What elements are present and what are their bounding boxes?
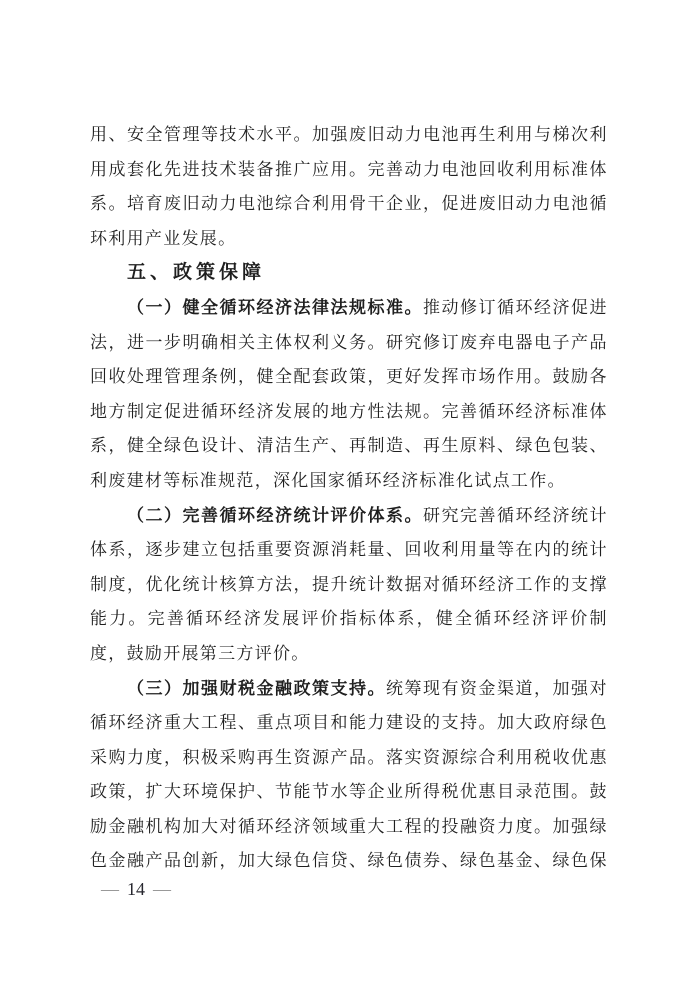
footer-right-dash: — [153, 879, 171, 899]
paragraph-lead: （二）完善循环经济统计评价体系。 [127, 505, 423, 525]
text-line: 利废建材等标准规范，深化国家循环经济标准化试点工作。 [90, 470, 566, 490]
text-line: 循环经济重大工程、重点项目和能力建设的支持。加大政府绿色 [90, 713, 607, 733]
text-line [90, 499, 607, 534]
paragraph-first-line-rest: 统筹现有资金渠道，加强对 [386, 678, 607, 698]
paragraph-lead: （一）健全循环经济法律法规标准。 [127, 297, 423, 317]
text-line: 度，鼓励开展第三方评价。 [90, 643, 310, 663]
paragraph-continuation [90, 118, 607, 256]
page-number: 14 [127, 879, 145, 899]
paragraph [90, 499, 607, 672]
footer-left-dash: — [101, 879, 119, 899]
text-line: 采购力度，积极采购再生资源产品。落实资源综合利用税收优惠 [90, 747, 607, 767]
section-heading: 五、政策保障 [127, 262, 266, 284]
text-line: 色金融产品创新，加大绿色信贷、绿色债券、绿色基金、绿色保 [90, 851, 607, 871]
text-line: 地方制定促进循环经济发展的地方性法规。完善循环经济标准体 [90, 401, 607, 421]
text-line [90, 291, 607, 326]
text-line: 用成套化先进技术装备推广应用。完善动力电池回收利用标准体 [90, 159, 607, 179]
text-line [90, 672, 607, 707]
text-line: 系。培育废旧动力电池综合利用骨干企业，促进废旧动力电池循 [90, 194, 607, 214]
text-line: 法，进一步明确相关主体权利义务。研究修订废弃电器电子产品 [90, 332, 607, 352]
text-line: 回收处理管理条例，健全配套政策，更好发挥市场作用。鼓励各 [90, 367, 607, 387]
paragraph-first-line-rest: 研究完善循环经济统计 [423, 505, 607, 525]
paragraph-lead: （三）加强财税金融政策支持。 [127, 678, 386, 698]
text-line: 制度，优化统计核算方法，提升统计数据对循环经济工作的支撑 [90, 574, 607, 594]
text-line: 用、安全管理等技术水平。加强废旧动力电池再生利用与梯次利 [90, 125, 607, 144]
text-line: 政策，扩大环境保护、节能节水等企业所得税优惠目录范围。鼓 [90, 782, 607, 802]
text-line: 励金融机构加大对循环经济领域重大工程的投融资力度。加强绿 [90, 816, 607, 836]
paragraph [90, 291, 607, 499]
paragraph-first-line-rest: 推动修订循环经济促进 [423, 297, 607, 317]
page-footer [101, 876, 171, 902]
text-line: 能力。完善循环经济发展评价指标体系，健全循环经济评价制 [90, 609, 607, 629]
text-line: 系，健全绿色设计、清洁生产、再制造、再生原料、绿色包装、 [90, 436, 607, 456]
text-line: 环利用产业发展。 [90, 228, 237, 248]
document-body [90, 118, 607, 879]
paragraph [90, 672, 607, 880]
text-line: 体系，逐步建立包括重要资源消耗量、回收利用量等在内的统计 [90, 540, 607, 560]
